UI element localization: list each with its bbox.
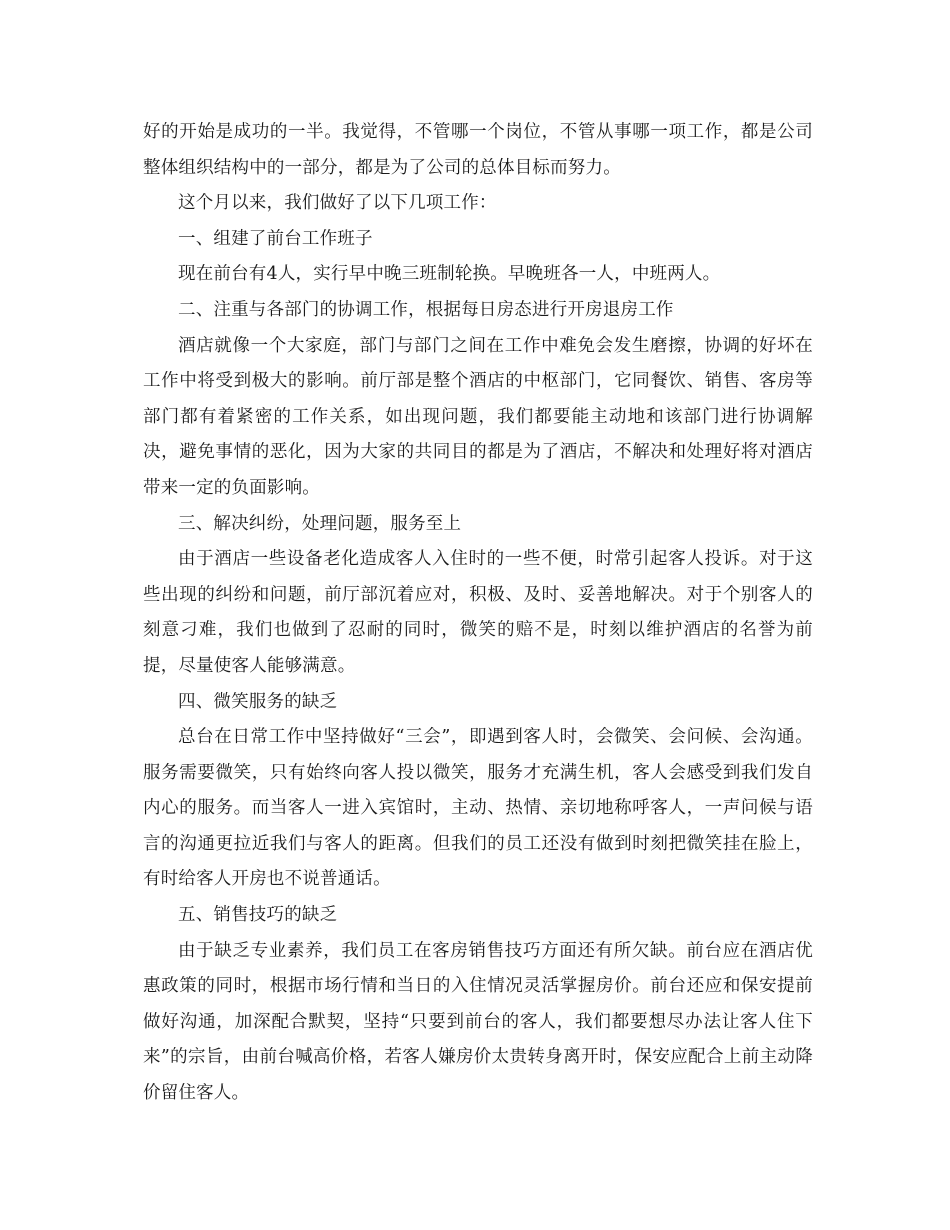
- section-heading-1: 一、组建了前台工作班子: [178, 228, 373, 249]
- section-heading-2: 二、注重与各部门的协调工作，根据每日房态进行开房退房工作: [178, 299, 674, 320]
- section-heading-3: 三、解决纠纷，处理问题，服务至上: [178, 513, 462, 534]
- paragraph-3: 现在前台有4人，实行早中晚三班制轮换。早晚班各一人，中班两人。: [178, 264, 721, 285]
- paragraph-5: 由于酒店一些设备老化造成客人入住时的一些不便，时常引起客人投诉。对于这些出现的纠纷和问题，前厅部沉着应对，积极、及时、妥善地解决。对于个别客人的刻意刁难，我们也做到了忍耐的同时，微笑的赔不是，时刻以维护酒店的名誉为前提，尽量使客人能够满意。: [143, 549, 813, 676]
- section-heading-5: 五、销售技巧的缺乏: [178, 905, 338, 926]
- paragraph-2: 这个月以来，我们做好了以下几项工作：: [178, 193, 497, 214]
- section-heading-4: 四、微笑服务的缺乏: [178, 691, 338, 712]
- document-body: [143, 115, 813, 1112]
- paragraph-7: 由于缺乏专业素养，我们员工在客房销售技巧方面还有所欠缺。前台应在酒店优惠政策的同时，根据市场行情和当日的入住情况灵活掌握房价。前台还应和保安提前做好沟通，加深配合默契，坚持“只要到前台的客人，我们都要想尽办法让客人住下来”的宗旨，由前台喊高价格，若客人嫌房价太贵转身离开时，保安应配合上前主动降价留住客人。: [143, 940, 813, 1104]
- paragraph-6: 总台在日常工作中坚持做好“三会”，即遇到客人时，会微笑、会问候、会沟通。服务需要微笑，只有始终向客人投以微笑，服务才充满生机，客人会感受到我们发自内心的服务。而当客人一进入宾馆时，主动、热情、亲切地称呼客人，一声问候与语言的沟通更拉近我们与客人的距离。但我们的员工还没有做到时刻把微笑挂在脸上，有时给客人开房也不说普通话。: [143, 727, 813, 890]
- paragraph-4: 酒店就像一个大家庭，部门与部门之间在工作中难免会发生磨擦，协调的好坏在工作中将受到极大的影响。前厅部是整个酒店的中枢部门，它同餐饮、销售、客房等部门都有着紧密的工作关系，如出现问题，我们都要能主动地和该部门进行协调解决，避免事情的恶化，因为大家的共同目的都是为了酒店，不解决和处理好将对酒店带来一定的负面影响。: [143, 335, 813, 498]
- paragraph-1: 好的开始是成功的一半。我觉得，不管哪一个岗位，不管从事哪一项工作，都是公司整体组织结构中的一部分，都是为了公司的总体目标而努力。: [143, 122, 813, 178]
